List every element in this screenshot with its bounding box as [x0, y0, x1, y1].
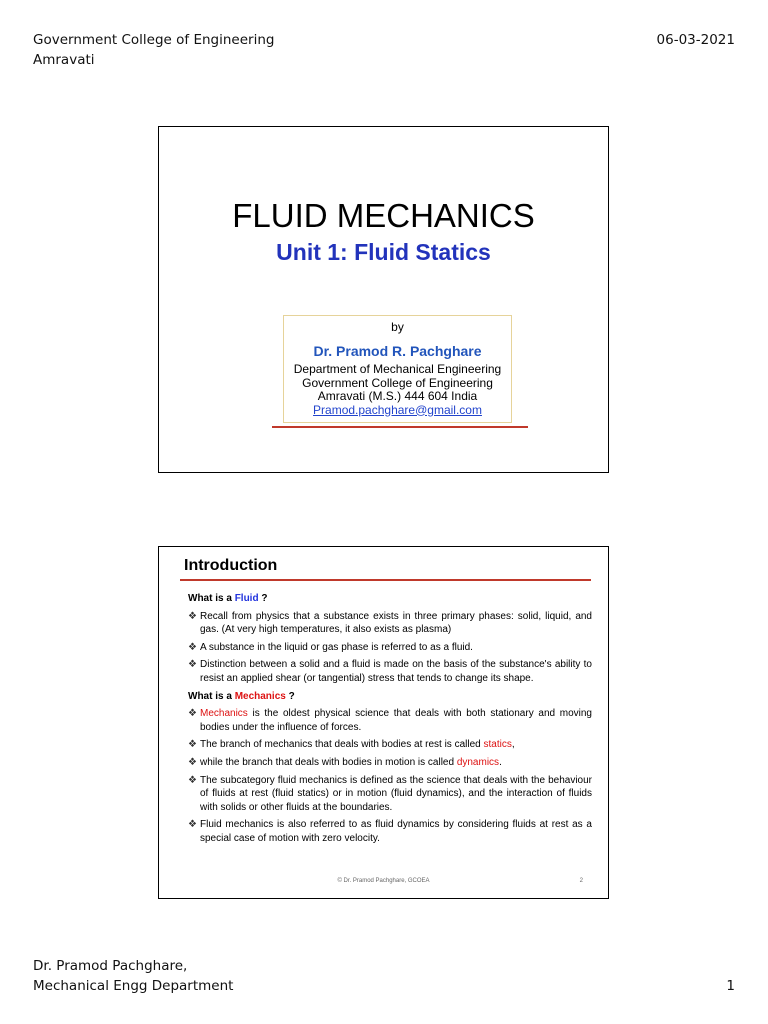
- question-mechanics: [188, 690, 592, 704]
- bullet-text: A substance in the liquid or gas phase is referred to as a fluid.: [200, 641, 473, 653]
- diamond-bullet-icon: ❖: [188, 819, 197, 831]
- diamond-bullet-icon: ❖: [188, 739, 197, 751]
- question-text: What is a: [188, 690, 235, 702]
- bullet-item: [188, 756, 592, 770]
- term-fluid: Fluid: [234, 593, 259, 604]
- slide-subtitle: Unit 1: Fluid Statics: [276, 239, 491, 265]
- punctuation: ,: [511, 739, 515, 751]
- term-statics: statics: [483, 739, 512, 751]
- bullet-text: The subcategory fluid mechanics is defined as the science that deals with the behaviour of fluids at rest (fluid statics) or in motion (fluid dynamics), and the interaction of fluids with solids or other fluids at the boundaries.: [200, 774, 592, 813]
- author-address: Amravati (M.S.) 444 604 India: [317, 389, 478, 403]
- bullet-text: The branch of mechanics that deals with bodies at rest is called: [200, 739, 484, 751]
- term-mechanics: Mechanics: [234, 690, 286, 702]
- author-college: Government College of Engineering: [302, 375, 493, 390]
- diamond-bullet-icon: ❖: [188, 610, 197, 622]
- page-footer-author: [33, 956, 233, 996]
- author-box: [283, 315, 512, 423]
- author-email-link[interactable]: Pramod.pachghare@gmail.com: [313, 402, 482, 417]
- by-label: by: [391, 320, 404, 334]
- introduction-slide: [158, 546, 609, 899]
- bullet-item: [188, 818, 592, 845]
- bullet-text: Fluid mechanics is also referred to as fluid dynamics by considering fluids at rest as a special case of motion with zero velocity.: [200, 819, 592, 844]
- diamond-bullet-icon: ❖: [188, 659, 197, 671]
- question-mark: ?: [258, 593, 268, 604]
- slide-number: 2: [579, 878, 583, 884]
- bullet-item: [188, 774, 592, 815]
- bullet-text: Recall from physics that a substance exists in three primary phases: solid, liquid, and gas. (At very high temperatures, it also exists as plasma): [200, 610, 592, 636]
- slide-body: [188, 589, 592, 850]
- heading-divider: [180, 579, 591, 581]
- author-name: Dr. Pramod R. Pachghare: [313, 342, 482, 359]
- footer-department: Mechanical Engg Department: [33, 978, 234, 994]
- page-header-college: [33, 30, 274, 70]
- question-fluid: [188, 592, 592, 606]
- footer-author-name: Dr. Pramod Pachghare,: [33, 958, 188, 974]
- bullet-item: [188, 610, 592, 637]
- term-mechanics-inline: Mechanics: [200, 708, 248, 720]
- author-department: Department of Mechanical Engineering: [293, 362, 502, 376]
- bullet-item: [188, 658, 592, 685]
- college-name: Government College of Engineering: [33, 32, 275, 48]
- bullet-text: Distinction between a solid and a fluid is made on the basis of the substance's ability to resist an applied shear (or tangential) stress that tends to change its shape.: [200, 659, 592, 684]
- slide-heading: Introduction: [184, 557, 278, 574]
- bullet-item: [188, 641, 592, 655]
- slide-title: FLUID MECHANICS: [232, 197, 535, 234]
- title-divider: [272, 426, 528, 428]
- bullet-item: [188, 707, 592, 734]
- term-dynamics: dynamics: [456, 756, 500, 768]
- punctuation: .: [499, 756, 502, 768]
- diamond-bullet-icon: ❖: [188, 641, 197, 653]
- title-slide: [158, 126, 609, 473]
- bullet-item: [188, 738, 592, 752]
- bullet-text: while the branch that deals with bodies in motion is called: [200, 756, 457, 768]
- diamond-bullet-icon: ❖: [188, 756, 197, 768]
- page-header-date: 06-03-2021: [656, 32, 735, 48]
- page-number: 1: [726, 978, 735, 994]
- question-mark: ?: [285, 690, 295, 702]
- question-text: What is a: [188, 593, 235, 604]
- diamond-bullet-icon: ❖: [188, 774, 197, 786]
- diamond-bullet-icon: ❖: [188, 708, 197, 720]
- copyright-notice: © Dr. Pramod Pachghare, GCOEA: [337, 878, 430, 884]
- college-city: Amravati: [33, 52, 95, 68]
- bullet-text: is the oldest physical science that deals with both stationary and moving bodies under the influence of forces.: [200, 708, 592, 733]
